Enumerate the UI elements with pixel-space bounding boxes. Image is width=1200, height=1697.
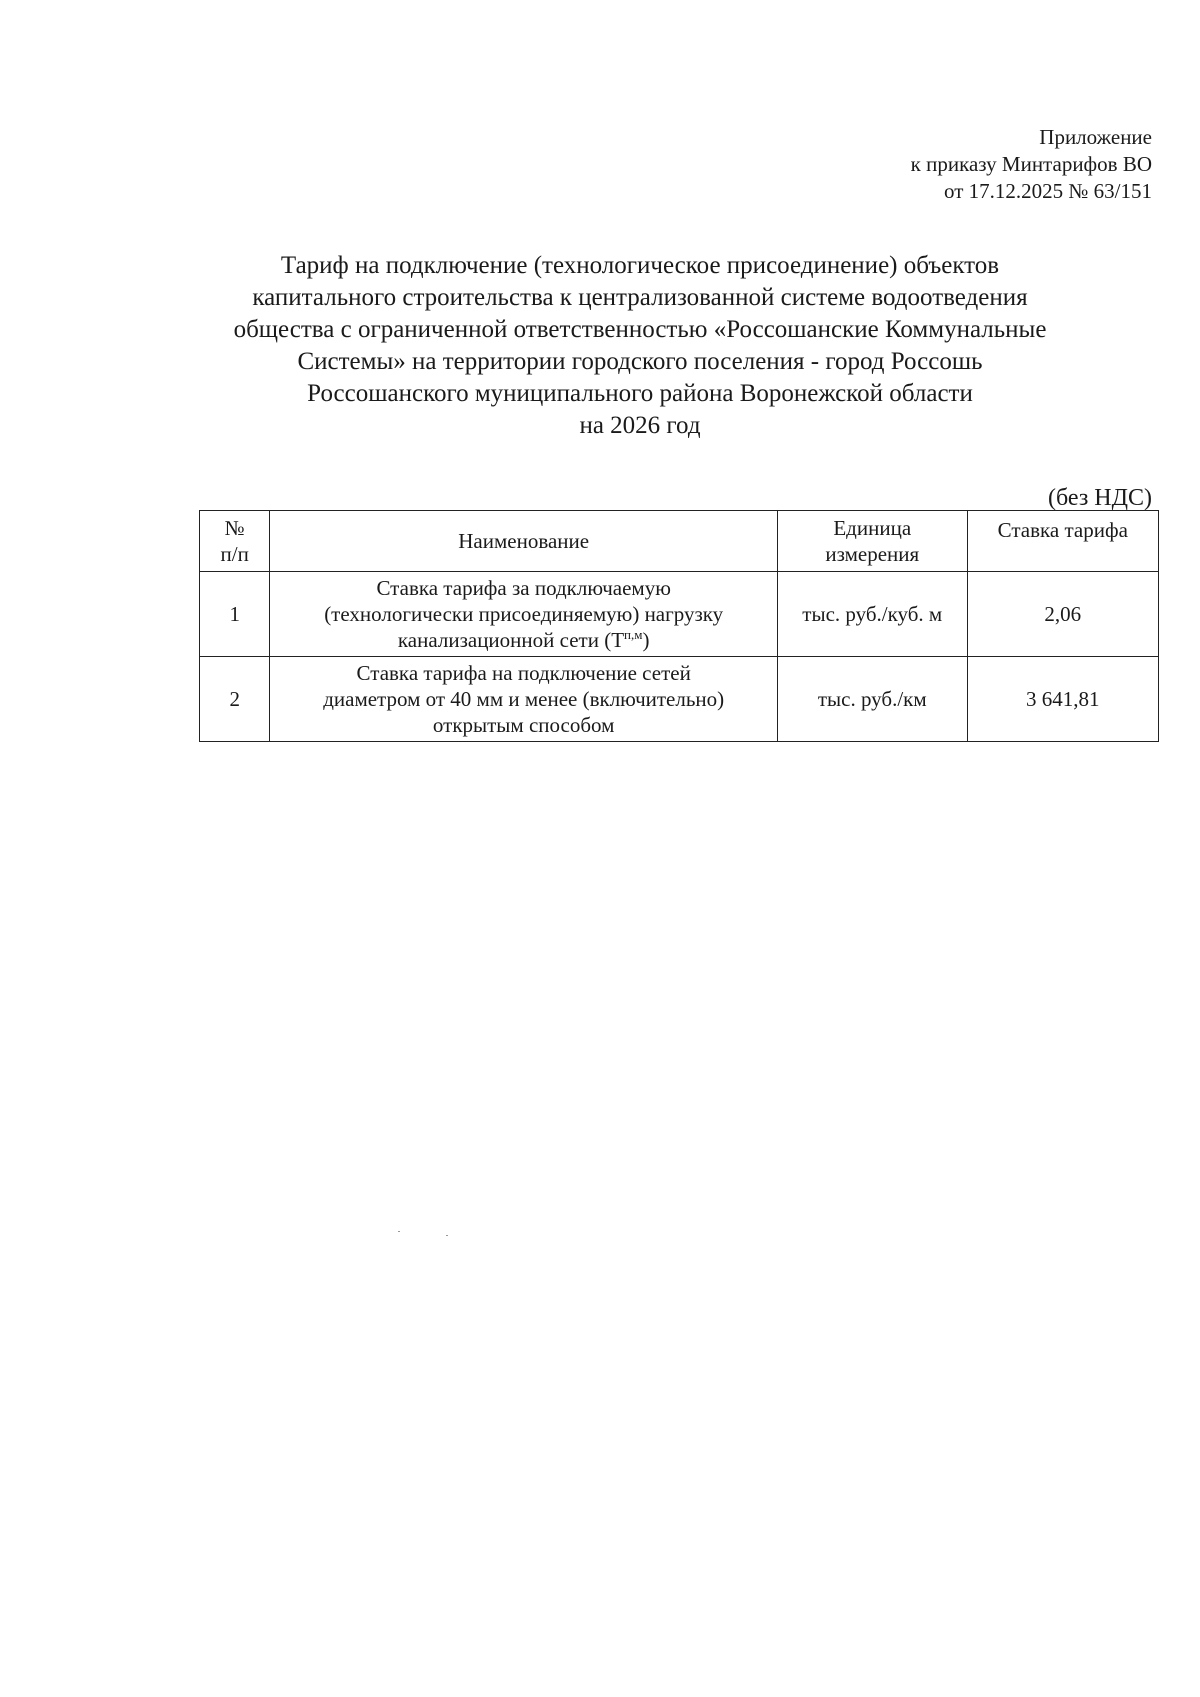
tariff-table bbox=[199, 510, 1159, 742]
header-rate: Ставка тарифа bbox=[967, 511, 1158, 572]
vat-note: (без НДС) bbox=[1047, 485, 1152, 511]
row-name-line-1: Ставка тарифа на подключение сетей bbox=[356, 661, 691, 685]
row-name-superscript: п,м bbox=[624, 627, 643, 642]
table-row bbox=[200, 572, 1159, 657]
row-name bbox=[270, 572, 778, 657]
scan-speck bbox=[398, 1231, 400, 1232]
appendix-line-2: к приказу Минтарифов ВО bbox=[910, 152, 1152, 176]
title-line-6: на 2026 год bbox=[579, 412, 701, 439]
row-name-line-3: открытым способом bbox=[432, 713, 615, 737]
header-number bbox=[200, 511, 270, 572]
row-name-line-3 bbox=[274, 627, 773, 653]
title-line-4: Системы» на территории городского поселения - город Россошь bbox=[297, 348, 983, 375]
header-unit-line-2: измерения bbox=[825, 542, 920, 566]
row-name-line-3-tail: ) bbox=[642, 628, 650, 652]
appendix-line-1: Приложение bbox=[1039, 125, 1152, 149]
header-name: Наименование bbox=[270, 511, 778, 572]
row-name bbox=[270, 657, 778, 742]
row-name-line-2: (технологически присоединяемую) нагрузку bbox=[324, 602, 724, 626]
row-name-line-1: Ставка тарифа за подключаемую bbox=[376, 576, 671, 600]
title-line-3: общества с ограниченной ответственностью «Россошанские Коммунальные bbox=[233, 316, 1047, 343]
header-unit bbox=[778, 511, 968, 572]
row-name-line-2: диаметром от 40 мм и менее (включительно) bbox=[323, 687, 725, 711]
row-rate: 3 641,81 bbox=[967, 657, 1158, 742]
row-number: 2 bbox=[200, 657, 270, 742]
appendix-line-3: от 17.12.2025 № 63/151 bbox=[943, 179, 1152, 203]
row-number: 1 bbox=[200, 572, 270, 657]
header-number-line-1: № bbox=[224, 516, 245, 540]
title-line-5: Россошанского муниципального района Воронежской области bbox=[307, 380, 973, 407]
header-unit-line-1: Единица bbox=[833, 516, 912, 540]
row-unit: тыс. руб./куб. м bbox=[778, 572, 968, 657]
appendix-header bbox=[911, 124, 1152, 205]
document-title bbox=[150, 250, 1130, 442]
row-rate: 2,06 bbox=[967, 572, 1158, 657]
table-header-row bbox=[200, 511, 1159, 572]
row-unit: тыс. руб./км bbox=[778, 657, 968, 742]
scan-speck bbox=[446, 1235, 448, 1236]
row-name-line-3-text: канализационной сети (Т bbox=[397, 628, 625, 652]
header-number-line-2: п/п bbox=[220, 542, 249, 566]
title-line-2: капитального строительства к централизованной системе водоотведения bbox=[252, 284, 1028, 311]
table-row bbox=[200, 657, 1159, 742]
title-line-1: Тариф на подключение (технологическое присоединение) объектов bbox=[280, 252, 1000, 279]
